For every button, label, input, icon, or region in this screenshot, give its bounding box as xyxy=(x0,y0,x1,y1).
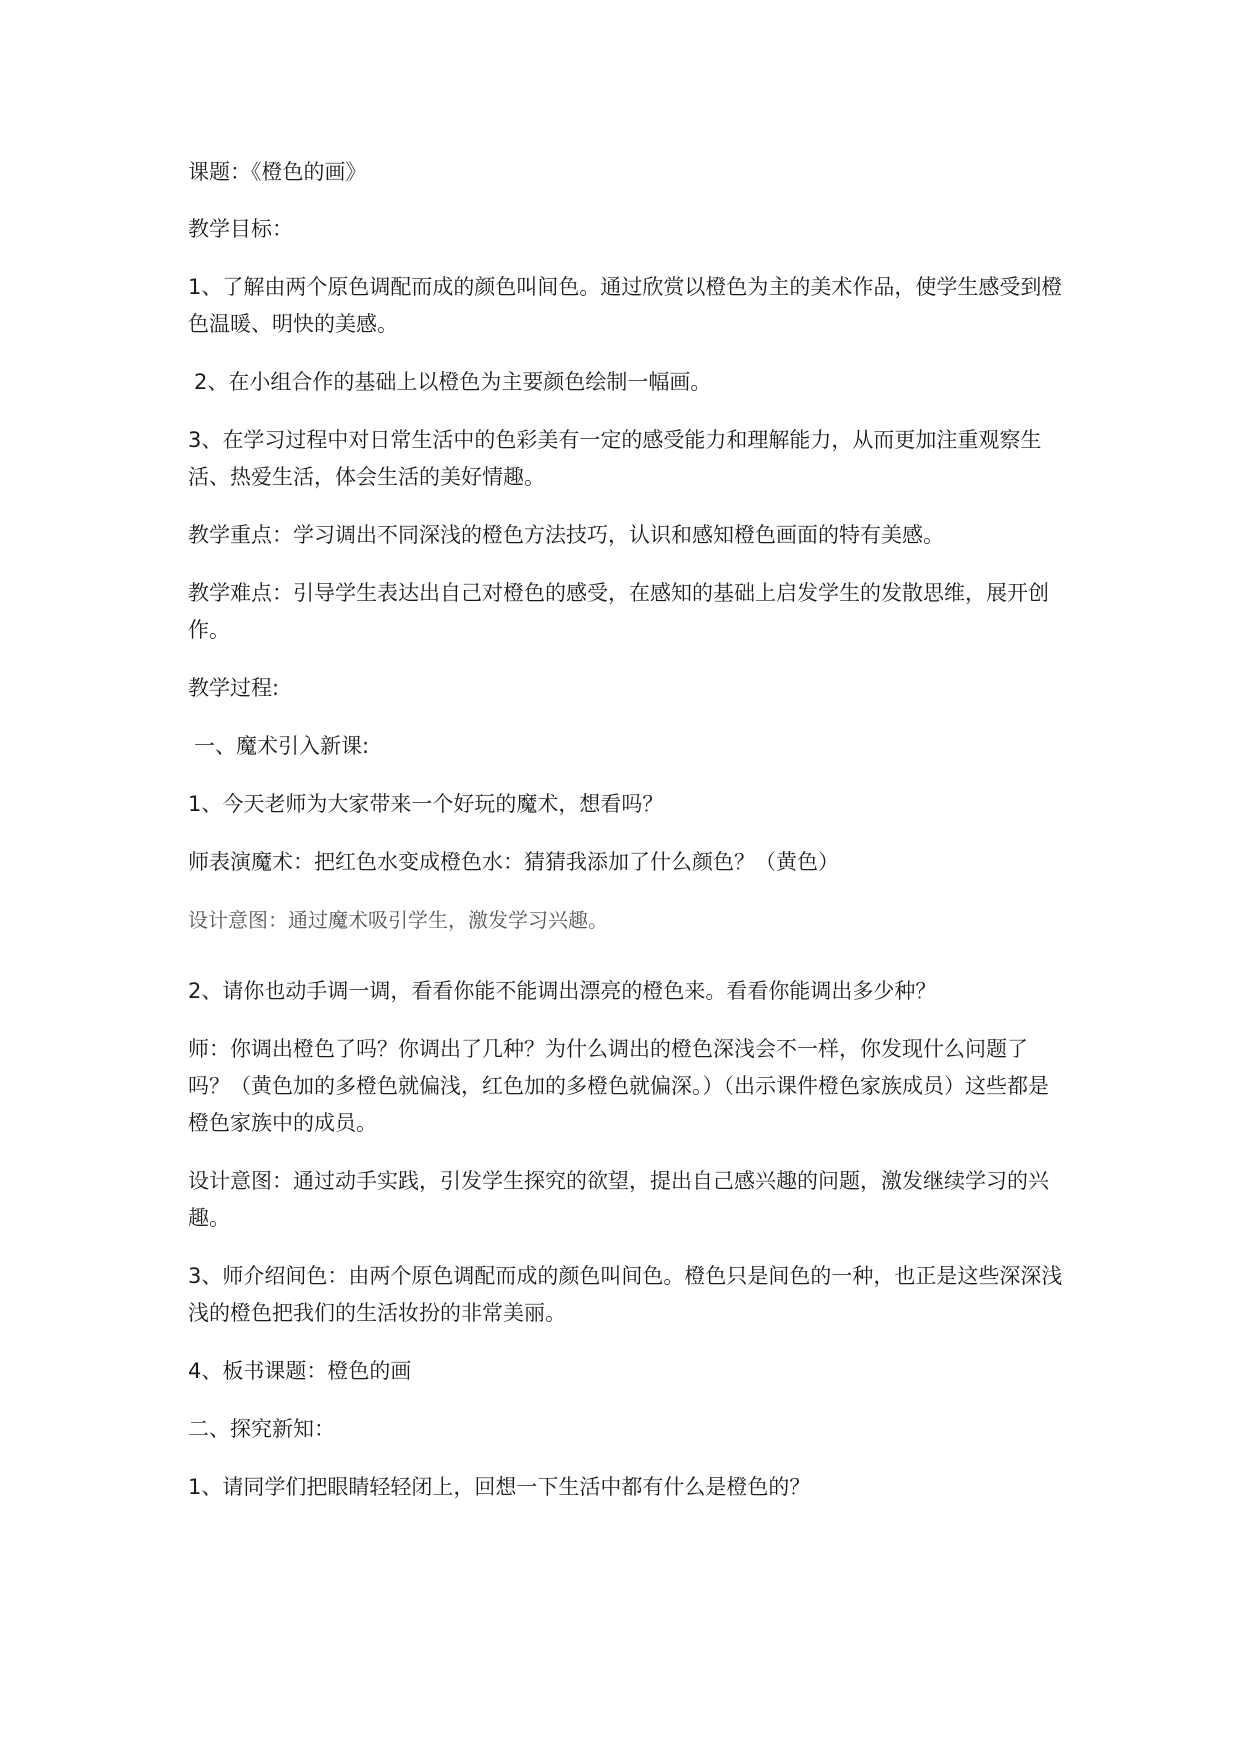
teaching-difficulty: 教学难点：引导学生表达出自己对橙色的感受，在感知的基础上启发学生的发散思维，展开创作。 xyxy=(188,581,1049,642)
teaching-objectives-heading: 教学目标： xyxy=(188,217,293,241)
teaching-process-heading: 教学过程: xyxy=(188,676,280,700)
teacher-magic-show: 师表演魔术：把红色水变成橙色水：猜猜我添加了什么颜色？（黄色） xyxy=(188,850,839,874)
objective-1: 1、了解由两个原色调配而成的颜色叫间色。通过欣赏以橙色为主的美术作品，使学生感受到橙色温暖、明快的美感。 xyxy=(188,275,1063,336)
step-1-3: 3、师介绍间色：由两个原色调配而成的颜色叫间色。橙色只是间色的一种，也正是这些深深浅浅的橙色把我们的生活妆扮的非常美丽。 xyxy=(188,1264,1063,1325)
objective-3: 3、在学习过程中对日常生活中的色彩美有一定的感受能力和理解能力，从而更加注重观察生活、热爱生活，体会生活的美好情趣。 xyxy=(188,428,1042,489)
teacher-question: 师：你调出橙色了吗？你调出了几种？为什么调出的橙色深浅会不一样，你发现什么问题了吗？（黄色加的多橙色就偏浅，红色加的多橙色就偏深。）（出示课件橙色家族成员）这些都是橙色家族中的成员。 xyxy=(188,1037,1049,1135)
step-1-4: 4、板书课题：橙色的画 xyxy=(188,1359,412,1383)
design-intent-2: 设计意图：通过动手实践，引发学生探究的欲望，提出自己感兴趣的问题，激发继续学习的兴趣。 xyxy=(188,1169,1049,1230)
section-1-heading: 一、魔术引入新课: xyxy=(194,734,370,758)
step-1-1: 1、今天老师为大家带来一个好玩的魔术，想看吗？ xyxy=(188,792,664,816)
lesson-title: 课题：《橙色的画》 xyxy=(188,160,367,184)
teaching-focus: 教学重点：学习调出不同深浅的橙色方法技巧，认识和感知橙色画面的特有美感。 xyxy=(188,523,944,547)
document-body xyxy=(188,154,1068,1527)
section-2-heading: 二、探究新知： xyxy=(188,1417,335,1441)
step-2-1: 1、请同学们把眼睛轻轻闭上，回想一下生活中都有什么是橙色的？ xyxy=(188,1475,811,1499)
step-1-2: 2、请你也动手调一调，看看你能不能调出漂亮的橙色来。看看你能调出多少种？ xyxy=(188,979,937,1003)
objective-2: 2、在小组合作的基础上以橙色为主要颜色绘制一幅画。 xyxy=(194,370,712,394)
design-intent-1: 设计意图：通过魔术吸引学生，激发学习兴趣。 xyxy=(188,908,608,932)
